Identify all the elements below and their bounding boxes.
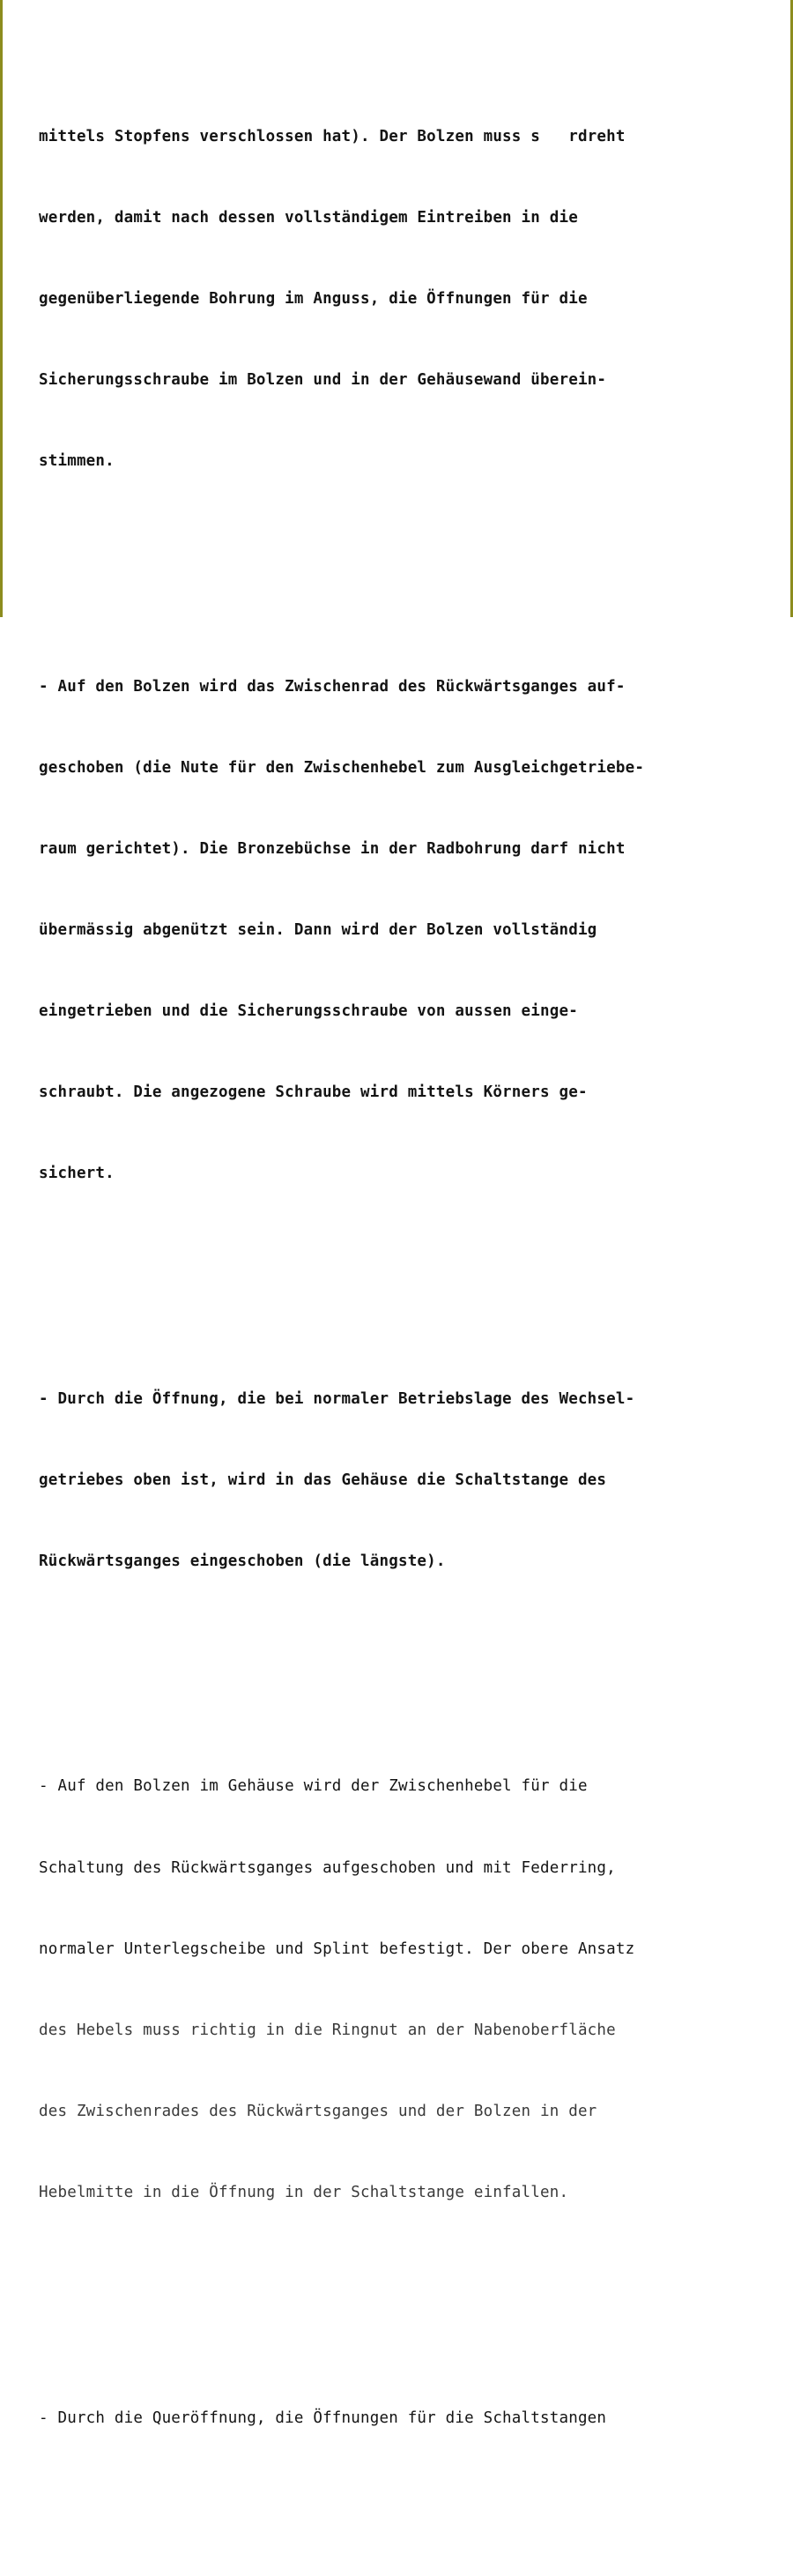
text-line: raum gerichtet). Die Bronzebüchse in der Radbohrung darf nicht	[39, 839, 626, 858]
text-line: getriebes oben ist, wird in das Gehäuse die Schaltstange des	[39, 1470, 607, 1489]
text-line: Sicherungsschraube im Bolzen und in der Gehäusewand überein-	[39, 370, 607, 389]
text-line: des Hebels muss richtig in die Ringnut an der Nabenoberfläche	[39, 2021, 616, 2039]
text-line: werden, damit nach dessen vollständigem Eintreiben in die	[39, 208, 578, 227]
paragraph-1	[39, 69, 761, 529]
text-line: geschoben (die Nute für den Zwischenhebel zum Ausgleichgetriebe-	[39, 758, 645, 777]
text-line: eingetrieben und die Sicherungsschraube von aussen einge-	[39, 1001, 578, 1020]
text-line: gegenüberliegende Bohrung im Anguss, die Öffnungen für die	[39, 289, 588, 308]
text-line: sichert.	[39, 1165, 115, 1183]
text-line: übermässig abgenützt sein. Dann wird der Bolzen vollständig	[39, 920, 597, 939]
paragraph-5	[39, 2350, 761, 2486]
text-line: mittels Stopfens verschlossen hat). Der Bolzen muss s rdreht	[39, 127, 626, 145]
text-line: - Auf den Bolzen wird das Zwischenrad des Rückwärtsganges auf-	[39, 677, 626, 696]
text-line: des Zwischenrades des Rückwärtsganges und der Bolzen in der	[39, 2102, 597, 2120]
text-line: Rückwärtsganges eingeschoben (die längste).	[39, 1552, 446, 1570]
paragraph-2	[39, 619, 761, 1241]
text-line: Hebelmitte in die Öffnung in der Schaltstange einfallen.	[39, 2183, 569, 2201]
text-line: Schaltung des Rückwärtsganges aufgeschoben und mit Federring,	[39, 1858, 616, 1877]
text-line: - Durch die Queröffnung, die Öffnungen für die Schaltstangen	[39, 2408, 607, 2427]
text-line: - Durch die Öffnung, die bei normaler Betriebslage des Wechsel-	[39, 1389, 635, 1408]
typewritten-text	[39, 0, 761, 2576]
text-line: stimmen.	[39, 451, 115, 470]
text-line: normaler Unterlegscheibe und Splint befestigt. Der obere Ansatz	[39, 1939, 635, 1958]
paragraph-3	[39, 1331, 761, 1629]
text-line: - Auf den Bolzen im Gehäuse wird der Zwischenhebel für die	[39, 1777, 588, 1796]
text-line: schraubt. Die angezogene Schraube wird mittels Körners ge-	[39, 1083, 588, 1101]
paragraph-4	[39, 1719, 761, 2260]
